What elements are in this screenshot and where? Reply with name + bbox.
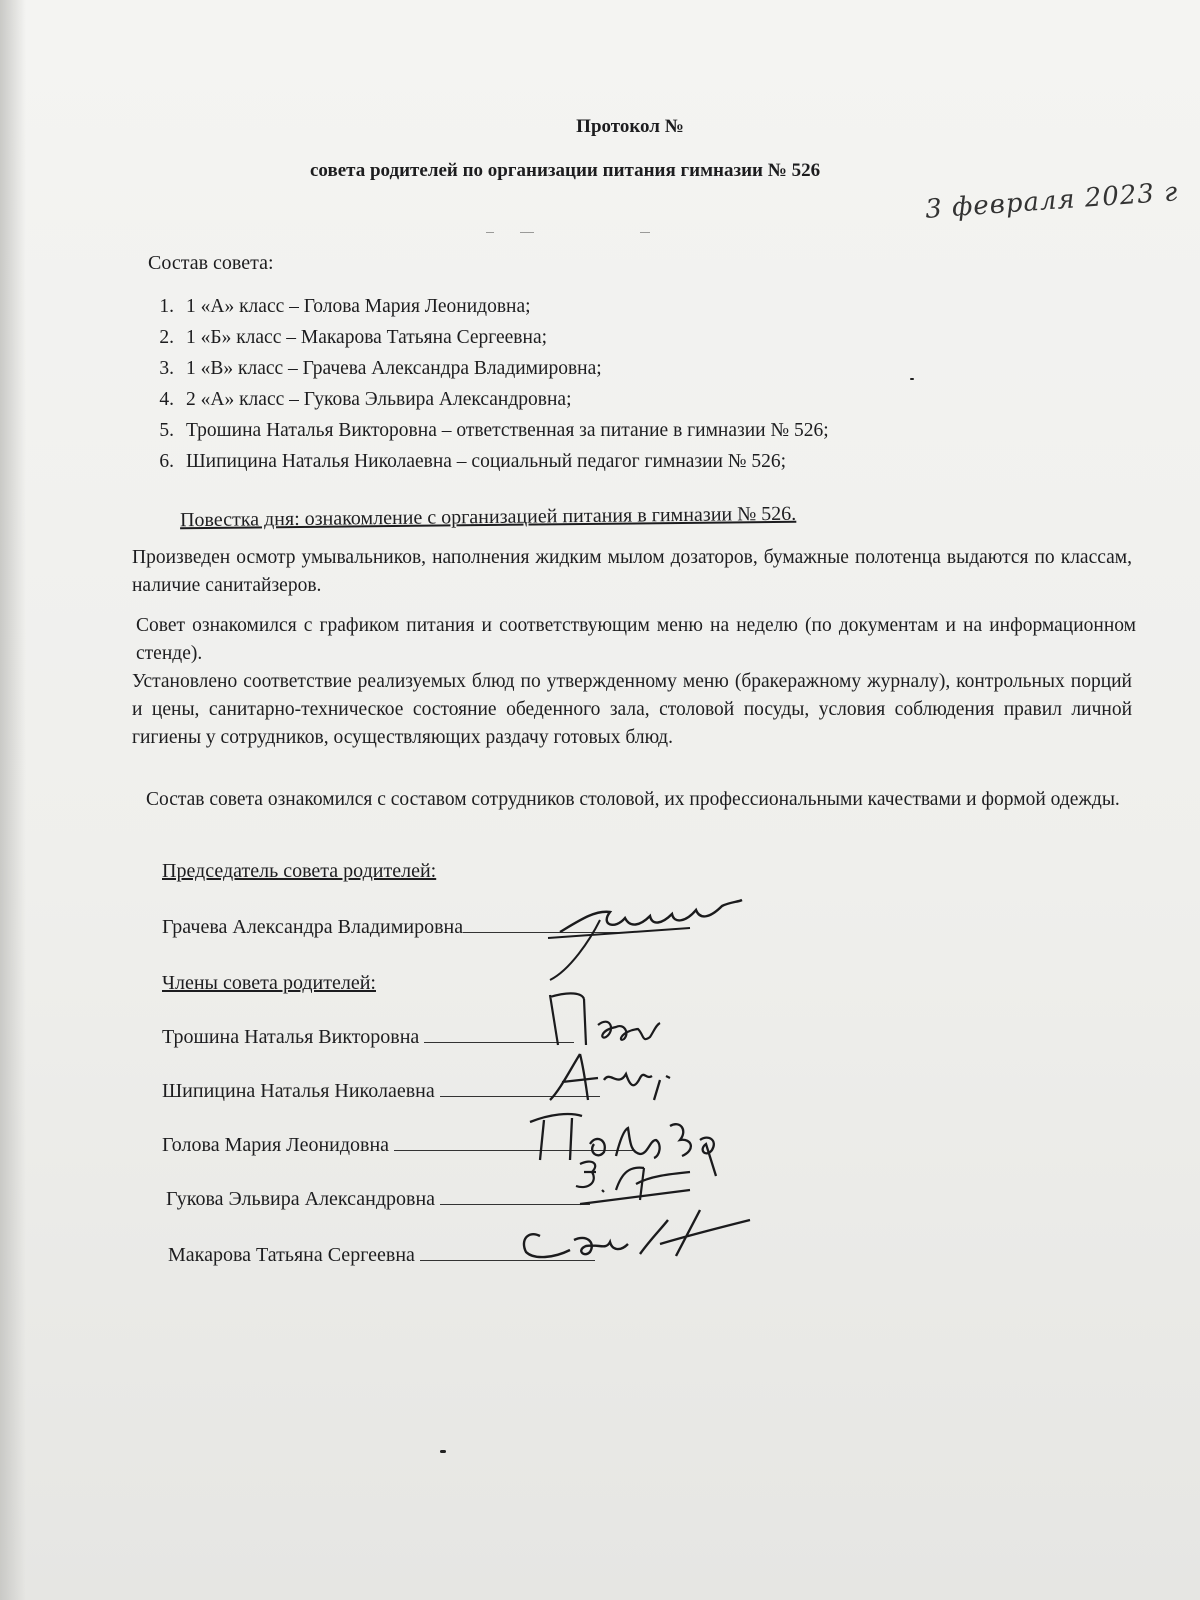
signature-line: [394, 1132, 634, 1151]
member-name: Трошина Наталья Викторовна: [162, 1026, 420, 1048]
list-item: [140, 296, 829, 327]
chair-signature-row: [162, 914, 623, 939]
list-item: [140, 451, 829, 482]
member-signature-row: [162, 1132, 634, 1157]
paragraph-schedule: Совет ознакомился с графиком питания и соответствующим меню на неделю (по документам и на информационном стенде).: [136, 615, 1136, 664]
member-signature-row: [162, 1024, 574, 1049]
protocol-title: Протокол №: [576, 116, 684, 137]
signature-line: [424, 1024, 574, 1043]
list-item-text: 1 «В» класс – Грачева Александра Владимировна;: [186, 358, 602, 379]
scan-speck: [440, 1450, 446, 1453]
list-item-number: 4.: [159, 389, 174, 410]
chair-name: Грачева Александра Владимировна: [162, 916, 464, 938]
list-item: [140, 420, 829, 451]
paragraph-inspection: Произведен осмотр умывальников, наполнения жидким мылом дозаторов, бумажные полотенца выдаются по классам, наличие санитайзеров.: [132, 547, 1132, 596]
list-item-number: 6.: [159, 451, 174, 472]
chair-heading: Председатель совета родителей:: [162, 860, 437, 882]
list-item-text: Шипицина Наталья Николаевна – социальный педагог гимназии № 526;: [186, 451, 787, 472]
list-item-number: 1.: [159, 296, 174, 317]
member-name: Макарова Татьяна Сергеевна: [168, 1244, 415, 1266]
scan-mark: [640, 232, 650, 233]
scan-speck: [910, 378, 914, 380]
signature-makarova: [500, 1200, 760, 1280]
members-heading: Члены совета родителей:: [162, 972, 376, 994]
signature-line: [463, 914, 623, 933]
member-signature-row: [168, 1242, 595, 1267]
list-item-number: 2.: [159, 327, 174, 348]
member-name: Голова Мария Леонидовна: [162, 1134, 390, 1156]
member-signature-row: [166, 1186, 590, 1211]
list-item-text: 1 «Б» класс – Макарова Татьяна Сергеевна;: [186, 327, 548, 348]
scan-mark: [520, 232, 534, 233]
member-name: Гукова Эльвира Александровна: [166, 1188, 436, 1210]
list-item-text: 1 «А» класс – Голова Мария Леонидовна;: [186, 296, 531, 317]
list-item: [140, 327, 829, 358]
list-item: [140, 389, 829, 420]
signature-line: [440, 1186, 590, 1205]
signature-line: [420, 1242, 595, 1261]
handwritten-date: 3 февраля 2023 г: [924, 177, 1180, 225]
protocol-subtitle: совета родителей по организации питания гимназии № 526: [310, 160, 821, 181]
list-item: [140, 358, 829, 389]
scan-mark: [486, 232, 494, 233]
member-name: Шипицина Наталья Николаевна: [162, 1080, 435, 1102]
list-item-text: 2 «А» класс – Гукова Эльвира Александровна;: [186, 389, 572, 410]
composition-title: Состав совета:: [148, 252, 274, 274]
list-item-text: Трошина Наталья Викторовна – ответственная за питание в гимназии № 526;: [186, 420, 829, 441]
list-item-number: 5.: [159, 420, 174, 441]
paragraph-staff: Состав совета ознакомился с составом сотрудников столовой, их профессиональными качествами и формой одежды.: [146, 789, 1120, 810]
paragraph-compliance: Установлено соответствие реализуемых блюд по утвержденному меню (бракеражному журналу), контрольных порций и цены, санитарно-техническое состояние обеденного зала, столовой посуды, условия соблюдения правил личной гигиены у сотрудников, осуществляющих раздачу готовых блюд.: [132, 671, 1132, 748]
signature-line: [440, 1078, 600, 1097]
list-item-number: 3.: [159, 358, 174, 379]
page-shadow: [0, 0, 26, 1600]
member-signature-row: [162, 1078, 600, 1103]
composition-list: [140, 296, 829, 482]
agenda-heading: Повестка дня: ознакомление с организацией питания в гимназии № 526.: [179, 502, 797, 532]
